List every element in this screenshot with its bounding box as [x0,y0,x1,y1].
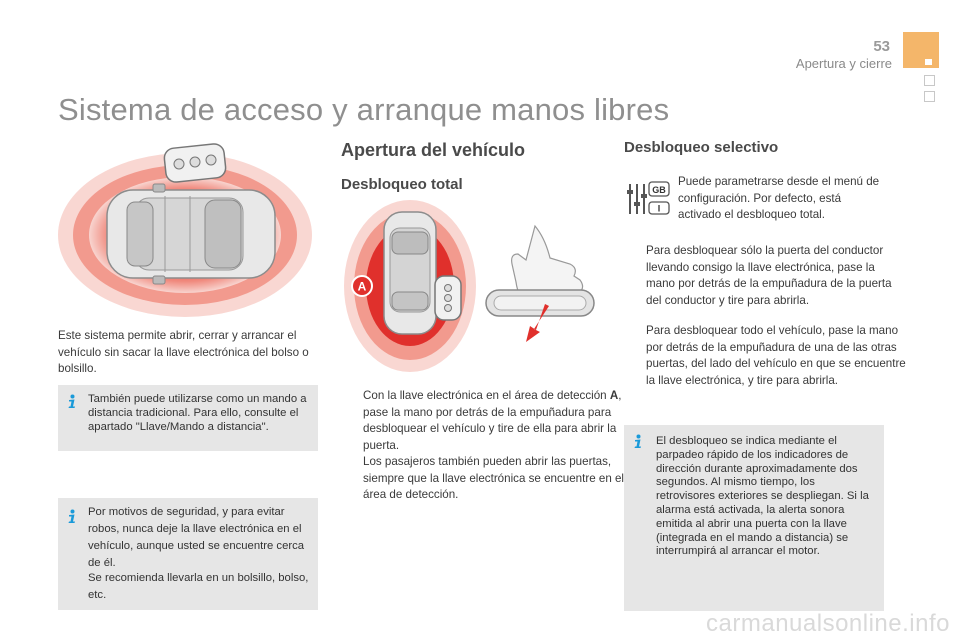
settings-note: Puede parametrarse desde el menú de configuración. Por defecto, está activado el desbloqueo total. [678,175,880,221]
smart-key-illustration [435,276,461,320]
info-text-security-2: Se recomienda llevarla en un bolsillo, bolso, etc. [88,572,309,601]
car-detection-illustration [55,140,315,320]
watermark: carmanualsonline.info [706,610,950,637]
info-box-indicators [624,425,884,611]
bullet-text-end: , pase la mano por detrás de la empuñadura para desbloquear el vehículo y tire de ella para abrir la puerta. [363,389,622,452]
zone-a-marker [352,276,372,296]
zone-label: A [357,279,367,294]
chapter-tab [903,32,939,68]
bullet-text-start: Con la llave electrónica en el área de detección [363,389,610,402]
bullet-zone-label: A [609,389,619,402]
bullet-passengers: Los pasajeros también pueden abrir las puertas, siempre que la llave electrónica se encuentre en el área de detección. [363,455,625,501]
bullet-driver-door [624,243,906,309]
smart-key-illustration [163,143,226,183]
info-text-indicators: El desbloqueo se indica mediante el parpadeo rápido de los indicadores de dirección durante aproximadamente dos segundos. Al mismo tiempo, los retrovisores exteriores se despliegan. Si la alarma está activada, la alerta sonora emitida al abrir una puerta con la llave (integrada en el mando a distancia) se interrumpirá al arrancar el motor. [656,435,869,558]
info-icon [632,434,644,449]
info-box-security [58,498,318,610]
hand-on-handle-illustration [486,226,594,342]
bullet-total-unlock [341,388,625,504]
info-text-remote: También puede utilizarse como un mando a distancia tradicional. Para ello, consulte el apartado "Llave/Mando a distancia". [88,393,307,433]
chapter-square-2 [924,91,935,102]
section-title: Apertura y cierre [795,56,892,71]
info-icon [66,394,78,409]
heading-desbloqueo-selectivo: Desbloqueo selectivo [624,139,779,156]
bullet-whole-vehicle-text: Para desbloquear todo el vehículo, pase la mano por detrás de la empuñadura de una de las otras puertas, del lado del vehículo en que se encuentre la llave electrónica, y tire para abrirla. [646,324,906,387]
gb-label: GB [652,185,666,195]
page-title: Sistema de acceso y arranque manos libres [58,92,670,127]
bullet-whole-vehicle [624,323,906,389]
settings-menu-icon [624,178,672,218]
car-top-view [107,184,275,284]
info-text-security: Por motivos de seguridad, y para evitar robos, nunca deje la llave electrónica en el vehículo, aunque usted se encuentre cerca de él. [88,506,305,569]
heading-apertura: Apertura del vehículo [341,140,526,160]
chapter-square-1 [924,75,935,86]
bullet-driver-door-text: Para desbloquear sólo la puerta del conductor llevando consigo la llave electrónica, pase la mano por detrás de la empuñadura de la puerta del conductor y tire para abrirla. [646,244,892,307]
intro-paragraph: Este sistema permite abrir, cerrar y arrancar el vehículo sin sacar la llave electrónica del bolso o bolsillo. [58,329,309,375]
page-number: 53 [873,38,890,55]
info-box-remote [58,385,318,451]
info-icon [66,509,78,524]
car-top-view-vertical [384,212,436,334]
heading-desbloqueo-total: Desbloqueo total [341,176,463,193]
i-label: I [657,203,661,214]
door-unlock-illustration [340,198,605,378]
